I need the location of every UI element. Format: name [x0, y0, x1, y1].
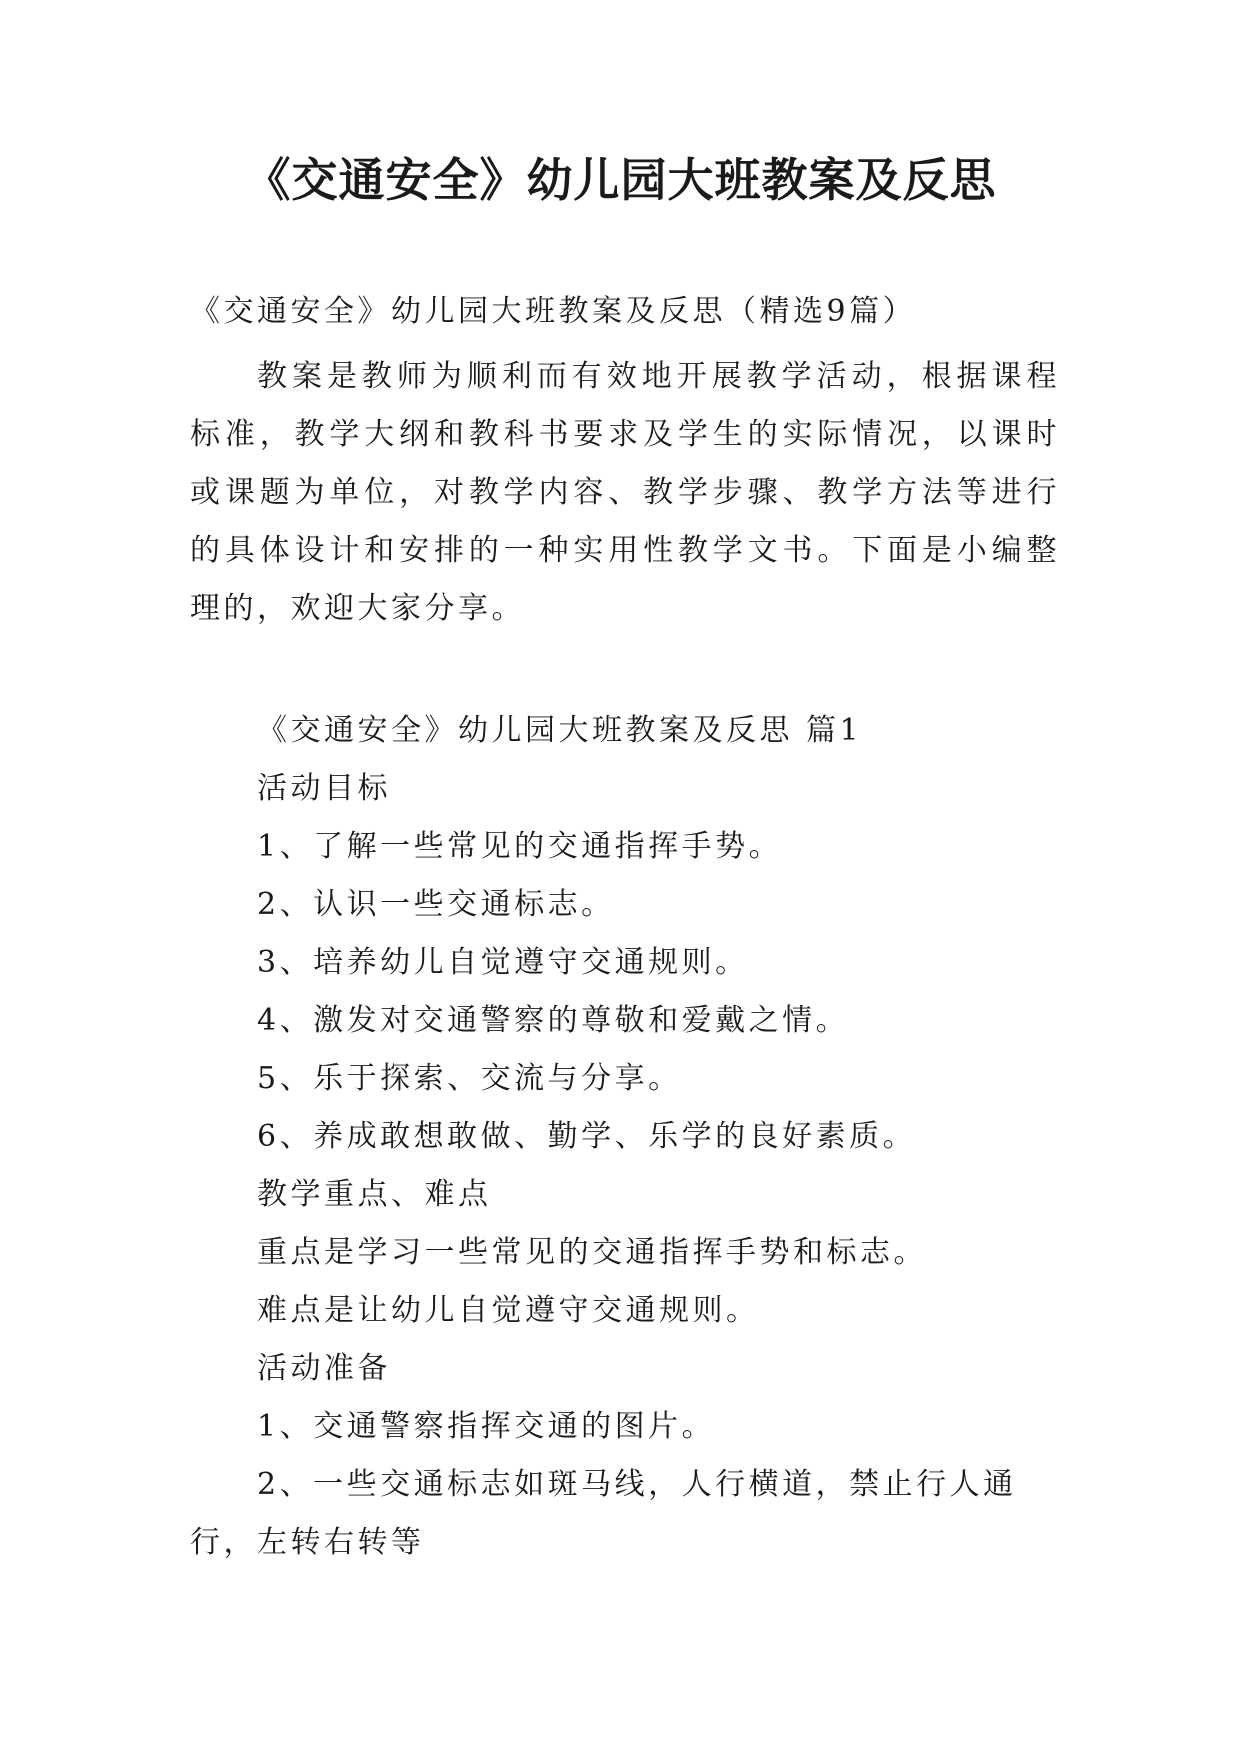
section-heading: 《交通安全》幼儿园大班教案及反思 篇1	[257, 713, 863, 748]
goal-item: 5、乐于探索、交流与分享。	[257, 1061, 682, 1096]
key-points-heading: 教学重点、难点	[257, 1177, 492, 1212]
goal-item: 1、了解一些常见的交通指挥手势。	[257, 829, 783, 864]
goal-item: 6、养成敢想敢做、勤学、乐学的良好素质。	[257, 1119, 917, 1154]
difficult-point: 难点是让幼儿自觉遵守交通规则。	[257, 1293, 760, 1328]
goal-item: 3、培养幼儿自觉遵守交通规则。	[257, 945, 749, 980]
document-title: 《交通安全》幼儿园大班教案及反思	[244, 153, 997, 207]
goals-heading: 活动目标	[257, 771, 391, 806]
key-point: 重点是学习一些常见的交通指挥手势和标志。	[257, 1235, 927, 1270]
prep-heading: 活动准备	[257, 1351, 391, 1386]
document-subtitle: 《交通安全》幼儿园大班教案及反思（精选9篇）	[190, 294, 917, 329]
intro-paragraph: 教案是教师为顺利而有效地开展教学活动，根据课程标准，教学大纲和教科书要求及学生的实际情况，以课时或课题为单位，对教学内容、教学步骤、教学方法等进行的具体设计和安排的一种实用性教学文书。下面是小编整理的，欢迎大家分享。	[190, 359, 1060, 626]
goal-item: 4、激发对交通警察的尊敬和爱戴之情。	[257, 1003, 850, 1038]
goal-item: 2、认识一些交通标志。	[257, 887, 615, 922]
lesson-content	[190, 702, 1070, 1572]
prep-item: 2、一些交通标志如斑马线，人行横道，禁止行人通行，左转右转等	[190, 1467, 1017, 1560]
prep-item: 1、交通警察指挥交通的图片。	[257, 1409, 716, 1444]
